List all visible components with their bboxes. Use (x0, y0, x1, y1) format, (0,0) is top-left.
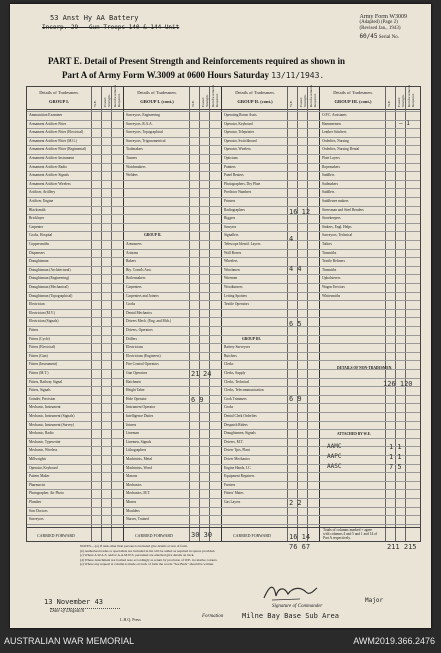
trade-label: Draughtsman (Topographical) (29, 293, 73, 298)
trade-label: Artificer, Artillery (29, 190, 56, 195)
row-line (27, 120, 420, 121)
col4-group: GROUP III. (cont.) (334, 99, 372, 104)
row-line (27, 472, 420, 473)
lhq-press: L.H.Q. Press (120, 617, 141, 622)
trade-label: Sinkers, Engl. Helps (322, 224, 352, 229)
trade-label: Armament Artificer Fitter (M.G.) (29, 138, 78, 143)
row-line (27, 145, 420, 146)
cf-value-2: 30 30 (191, 531, 213, 539)
posted-header-1: Posted Strength. (103, 94, 111, 107)
ws-header-2: W.E. (191, 100, 195, 107)
trade-label: Millwrights (29, 457, 46, 461)
value-ops: – 1 (399, 120, 410, 127)
trade-label: Orderlies, Nursing (322, 138, 349, 143)
attached-1-label: AAMC (327, 443, 342, 450)
trade-label: Woodturners (224, 285, 243, 289)
trade-label: Upholsterers (322, 276, 341, 281)
trade-label: Machinists, Metal (126, 457, 152, 461)
trade-label: Cook Trimmers (224, 396, 247, 401)
row-line (27, 154, 420, 155)
trade-label: Mechanic, Typewriter (29, 439, 61, 444)
trade-label: Carpenters and Joiners (126, 293, 159, 298)
row-line (27, 378, 420, 379)
trade-label: Textile Operators (224, 302, 249, 307)
row-line (27, 266, 420, 267)
trade-label: Electricians (126, 345, 143, 350)
unit-line-2: Incorp. 29 - Gun Troops 140 & 144 Unit (42, 24, 180, 31)
trade-label: Draughtsmen, Signals (224, 431, 256, 436)
row-line (27, 223, 420, 224)
trade-label: Armourers (126, 242, 142, 246)
trade-label: Plate Layers (322, 156, 340, 160)
form-ref-title: Army Form W3009 (359, 14, 407, 20)
reinf-header-4: Reinforcements Required. (407, 84, 415, 107)
row-line (27, 335, 420, 336)
row-line (27, 481, 420, 482)
trade-label: Opticians (224, 156, 238, 160)
trade-label: Draughtsman (29, 259, 49, 264)
ws-header-4: W.E. (387, 100, 391, 107)
trade-label: Bty. Comd's Asst. (126, 267, 152, 272)
trade-label: Saddlers (322, 173, 335, 178)
trade-label: Carpenters (126, 285, 142, 289)
form-title-line-2 (62, 70, 324, 80)
attached-label: ATTACHED BY W.E. (337, 432, 371, 436)
trade-label: Wall Borers (224, 250, 242, 255)
commander-rank: Major (365, 597, 384, 604)
trade-label: Letting Spotters (224, 293, 248, 298)
col3-group: GROUP II. (cont.) (237, 99, 273, 104)
formation-label: Formation (202, 614, 224, 619)
trade-label: Mechanic, Instrument (Survey) (29, 422, 75, 427)
trade-label: Artificer, Engine (29, 199, 54, 203)
trade-label: Mechanics (126, 482, 142, 487)
trade-label: Clerks (224, 362, 234, 367)
trade-label: Cooks, Hospital (29, 233, 53, 238)
trade-label: Clerks, Supply (224, 371, 246, 375)
trade-label: Surveyors, Technical (322, 233, 353, 238)
trade-label: Fitters (Electrical) (29, 345, 56, 350)
row-line (27, 360, 420, 361)
trade-label: Tinsmiths (322, 267, 337, 272)
dispatch-date-label: Date of Dispatch (50, 608, 120, 614)
value-radiographers: 4 (289, 235, 294, 243)
note-a: NOTES.—(a) If tank other than persons is included give details at rear of form. (80, 544, 188, 548)
trade-label: Wagon Erectors (322, 285, 345, 289)
trade-label: Saddlers (322, 190, 335, 195)
col2-header (127, 90, 187, 104)
trade-label: Hole Operator (126, 396, 147, 401)
trade-label: Operator, Keyboard (29, 465, 58, 470)
col1-header-label: Details of Tradesmen. (39, 90, 79, 95)
form-sheet (10, 4, 431, 628)
row-line (27, 386, 420, 387)
posted-header-4: Posted Strength. (397, 94, 405, 107)
trade-label: Welders (126, 173, 138, 178)
row-line (27, 206, 420, 207)
trade-label: Dispensers (29, 250, 45, 255)
archive-footer (0, 632, 441, 653)
trade-label: Mechanic, Instrument (29, 405, 61, 410)
value-clerks: 6 9 (289, 395, 302, 403)
trade-label: Watchmakers (126, 164, 146, 169)
trade-label: Dental Mechanics (126, 310, 153, 315)
trade-label: Pattern Maker (29, 474, 50, 479)
trade-label: Machinists, Wood (126, 465, 152, 470)
trade-label: Battery Surveyors (224, 345, 251, 350)
form-ref-sub: (Adapted) (Page 2) (359, 20, 398, 25)
trade-label: Drillers (126, 336, 137, 341)
trade-label: Photographers, Dry Plate (224, 181, 261, 186)
cf-label-2: CARRIED FORWARD (135, 533, 173, 538)
trade-label: Fitters (M.T.) (29, 371, 49, 375)
row-line (27, 343, 420, 344)
trade-label: Boilermakers (126, 276, 146, 281)
row-line (27, 231, 420, 232)
trade-label: Tinsmiths (322, 250, 337, 255)
row-line (27, 300, 420, 301)
trade-label: O.P.C. Assistants (322, 113, 347, 117)
trade-label: Butchers (224, 353, 237, 358)
trade-label: Blacksmith (29, 207, 46, 212)
col1-header (29, 90, 89, 104)
serial-label: Serial No. (378, 35, 400, 40)
trade-label: Turners (126, 156, 138, 160)
trade-label: Telescope Identif. Layers (224, 242, 261, 246)
form-ref-rev: (Revised Jan., 1943) (359, 26, 401, 31)
footer-right: AWM2019.366.2476 (353, 636, 435, 646)
trade-label: Hammermen (322, 121, 341, 126)
notes-block (80, 544, 420, 567)
trade-label: Electricians (Engineers) (126, 353, 161, 358)
trade-label: Draughtsman (Mechanical) (29, 285, 69, 289)
row-line (27, 446, 420, 447)
row-line (27, 395, 420, 396)
trade-label: Joiners (126, 422, 137, 427)
trade-label: Operator, Switchboard (224, 138, 257, 143)
trade-label: Carpenter (29, 224, 44, 229)
trade-label: Operator, Wireless (224, 147, 251, 152)
formation-value: Milne Bay Base Sub Area (242, 612, 339, 620)
reinf-header-1: Reinforcements Required. (113, 84, 121, 107)
row-line (27, 257, 420, 258)
totals-note: Totals of columns marked + agree with columns 4 and 5 and 1 and 14 of Part A respectively. (323, 528, 378, 540)
trade-label: Saddletree makers (322, 199, 349, 203)
form-reference (359, 14, 407, 41)
trade-label: Mechanic, Radio (29, 431, 54, 436)
trade-label: Electrician (Signals) (29, 319, 59, 324)
trade-label: Operating Room Assts. (224, 113, 258, 117)
trade-label: Surveyors, Trigonometrical (126, 138, 166, 143)
trade-label: Leather Stitchers (322, 130, 347, 135)
col4-header-label: Details of Tradesmen. (333, 90, 373, 95)
trade-label: Armament Artificer Fitter (Electrical) (29, 130, 84, 135)
trade-label: Panel Beaters (224, 173, 244, 178)
row-line (27, 274, 420, 275)
trade-label: Winchmen (224, 267, 240, 272)
trade-label: Instrument Operator (126, 405, 156, 410)
value-gas-layers: 16 14 (289, 533, 311, 541)
row-line (27, 292, 420, 293)
cf-label-3: CARRIED FORWARD (233, 533, 271, 538)
year-value: /1943. (295, 71, 325, 80)
trade-label: Bakers (126, 259, 136, 264)
ws-header-1: W.E. (93, 100, 97, 107)
trade-label: Equipment Repairers (224, 474, 255, 479)
dispatch-date-value: 13 November 43 (44, 598, 104, 606)
row-line (27, 180, 420, 181)
reinf-header-2: Reinforcements Required. (211, 84, 219, 107)
trade-label: Wheelers (224, 259, 238, 264)
title-text: Part A of Army Form W.3009 at 0600 Hours Saturday (62, 70, 269, 80)
trade-label: Fitters (Instrument) (29, 362, 58, 367)
row-line (27, 128, 420, 129)
row-line (27, 137, 420, 138)
trade-label: Operator, Keyboard (224, 121, 253, 126)
trade-label: Fire Control Operators (126, 362, 159, 367)
trade-label: Fitters (Cycle) (29, 336, 50, 341)
note-b: (b) Authorised trades or specialists not included in list will be added as required in spaces provided. (80, 548, 216, 553)
trade-label: Fitters' Mates (224, 491, 244, 496)
trade-label: Armament Artificer Signals (29, 173, 69, 178)
row-line (27, 455, 420, 456)
trade-label: Saw Doctors (29, 508, 48, 513)
row-line (27, 240, 420, 241)
trade-label: Sailmakers (322, 181, 338, 186)
trade-label: Nurses, Trained (126, 517, 149, 522)
trade-label: Surveyors, Topographical (126, 130, 164, 135)
col3-header (225, 90, 285, 104)
trade-label: Moulders (126, 508, 140, 513)
trade-label: Photographer, Air Photo (29, 491, 64, 496)
trade-label: Lithographers (126, 448, 147, 453)
trade-label: Fitters, Railway Signal (29, 379, 63, 384)
trade-label: Cooks (126, 302, 136, 307)
trade-label: Wiremen (224, 276, 238, 281)
row-line (27, 403, 420, 404)
row-line (27, 524, 420, 525)
row-line (27, 352, 420, 353)
trade-label: GROUP III. (242, 336, 261, 341)
value-fitters-mt: 21 (191, 370, 200, 378)
trade-label: Plumber (29, 500, 42, 504)
reinf-header-3: Reinforcements Required. (309, 84, 317, 107)
cf-value-3: 76 67 (289, 543, 311, 551)
value-non-tradesmen: 126 120 (383, 380, 413, 388)
trade-label: Despatch Riders (224, 422, 248, 427)
value-drivers-mt: 2 2 (289, 499, 302, 507)
row-line (27, 326, 420, 327)
row-line (27, 489, 420, 490)
header-divider (27, 109, 420, 110)
row-line (27, 438, 420, 439)
row-line (27, 515, 420, 516)
trade-label: Armament Artificer Radio (29, 164, 67, 169)
value-height-taker: 6 9 (191, 396, 204, 404)
trade-label: Gun Operators (126, 371, 148, 375)
trade-label: Riggers (224, 216, 236, 221)
col3-header-label: Details of Tradesmen. (235, 90, 275, 95)
value-fitters-mt-b: 24 (203, 370, 212, 378)
attached-3-value: 7 5 (389, 463, 402, 471)
trade-label: Radiographers (224, 207, 245, 212)
trade-label: Fitters (29, 328, 39, 332)
trade-label: Drivers, M.T. (224, 439, 244, 444)
trade-label: Lineman (126, 431, 139, 436)
trade-label: Masons (126, 474, 138, 479)
trade-label: Ropemakers (322, 164, 340, 169)
trade-label: Storekeepers (322, 216, 341, 221)
note-d: (d) Where detachment not formed note accordingly as return by provision of W.E. in relative colours. (80, 557, 218, 562)
posted-header-2: Posted Strength. (201, 94, 209, 107)
trade-label: Pharmacist (29, 482, 45, 487)
trade-label: Coppersmiths (29, 242, 49, 246)
note-e: (e) Where any request at column is made on back of form the words "See Back" should be written. (80, 562, 214, 567)
trade-label: Fitters (Gun) (29, 353, 48, 358)
trade-label: Armament Artificer Instrument (29, 156, 74, 160)
row-line (27, 429, 420, 430)
trade-label: Engine Hands, I.C. (224, 465, 252, 470)
col4-header (323, 90, 383, 104)
trade-label: Surveyors, Engineering (126, 113, 160, 117)
row-line (27, 498, 420, 499)
col2-header-label: Details of Tradesmen. (137, 90, 177, 95)
trade-label: Mechanic, Wireless (29, 448, 58, 453)
attached-1-value: 1 1 (389, 443, 402, 451)
attached-3-label: AASC (327, 463, 342, 470)
row-line (27, 283, 420, 284)
trade-label: Armament Artificer Wireless (29, 181, 71, 186)
trade-label: Linemen, Signals (126, 439, 152, 444)
row-line (27, 249, 420, 250)
ws-header-3: W.E. (289, 100, 293, 107)
trade-label: Fitters, Signals (29, 388, 51, 393)
serial-value: 60/45 (359, 33, 378, 40)
trade-label: Mechanic, Instrument (Signals) (29, 414, 75, 418)
trade-label: Gas Layers (224, 500, 241, 504)
trade-label: Mechanics, M.T. (126, 491, 151, 496)
trade-label: Clerks, Telecommunication (224, 388, 264, 393)
trade-label: Intelligence Duties (126, 414, 154, 418)
trade-label: Steersman and Steel Benders (322, 207, 364, 212)
trade-label: Clerks, Technical (224, 379, 250, 384)
value-letting: 6 5 (289, 320, 302, 328)
row-line (27, 214, 420, 215)
attached-2-label: AAPC (327, 453, 342, 460)
row-line (27, 507, 420, 508)
value-wiremen: 4 4 (289, 265, 302, 273)
row-line (27, 163, 420, 164)
cf-value-4: 211 215 (387, 543, 417, 551)
trade-label: GROUP II. (144, 233, 162, 238)
trade-label: Electrician (29, 302, 45, 307)
row-line (27, 111, 420, 112)
cf-label-1: CARRIED FORWARD (37, 533, 75, 538)
form-title-line-1: PART E. Detail of Present Strength and Reinforcements required as shown in (48, 56, 346, 66)
trade-label: Predictor Numbers (224, 190, 252, 195)
trade-label: Dental Clerk Orderlies (224, 414, 257, 418)
trade-label: Toolmakers (126, 147, 143, 152)
trade-label: Sawyers (224, 224, 237, 229)
row-line (27, 317, 420, 318)
trade-label: Bricklayer (29, 216, 45, 221)
trade-label: Driver Mechanics (224, 457, 250, 461)
commander-signature (260, 582, 320, 604)
note-c: (c) Where A.W.A.S. and/or A.A.M.W.S. personnel are attached give details on back. (80, 553, 195, 558)
trade-label: Signallers (224, 233, 239, 238)
row-line (27, 421, 420, 422)
trade-label: Operator, Teleprinter (224, 130, 255, 135)
row-line (27, 171, 420, 172)
posted-header-3: Posted Strength. (299, 94, 307, 107)
trade-label: Painters (224, 164, 236, 169)
trade-label: Whitesmiths (322, 293, 341, 298)
trade-label: Draughtsman (Engineering) (29, 276, 70, 281)
trade-label: Drivers Mech. (Eng. and Mch.) (126, 319, 172, 324)
attached-2-value: 1 1 (389, 453, 402, 461)
unit-line-1: 53 Anst Hy AA Battery (50, 14, 139, 22)
non-tradesmen-label: DETAILS OF NON-TRADESMEN. (337, 366, 393, 370)
trade-label: Farriers (224, 482, 236, 487)
trade-label: Miners (126, 500, 137, 504)
trade-label: Tailors (322, 242, 332, 246)
trade-label: Artisans (126, 250, 138, 255)
trade-label: Drivers, Operators (126, 328, 153, 332)
col2-group: GROUP I. (cont.) (140, 99, 174, 104)
trade-label: Hatchmen (126, 379, 141, 384)
trade-label: Armament Artificer Fitter (29, 121, 67, 126)
trade-label: Orderlies, Nursing Dental (322, 147, 360, 152)
footer-left: AUSTRALIAN WAR MEMORIAL (4, 636, 135, 646)
trade-label: Height Taker (126, 388, 145, 393)
row-line (27, 188, 420, 189)
row-line (27, 309, 420, 310)
signature-label: Signature of Commander (272, 604, 323, 609)
trade-label: Surveyors (29, 517, 44, 522)
row-line (27, 464, 420, 465)
trade-label: Grinder, Precision (29, 396, 56, 401)
trade-label: Driver Tpts, Plant (224, 448, 250, 453)
row-line (27, 197, 420, 198)
trade-label: Printers (224, 199, 236, 203)
date-value: 13/11 (271, 71, 296, 80)
trade-label: Cooks (224, 405, 234, 410)
trade-label: Ammunition Examiner (29, 113, 63, 117)
col1-group: GROUP I. (48, 99, 69, 104)
trade-label: Textile Refiners (322, 259, 345, 264)
trade-label: Surveyors, R.A.A. (126, 121, 153, 126)
trade-label: Electrician (M.V.) (29, 310, 55, 315)
row-line (27, 412, 420, 413)
trade-label: Draughtsman (Architectural) (29, 267, 71, 272)
value-predictor: 16 12 (289, 208, 311, 216)
trade-label: Armament Artificer Fitter (Regimental) (29, 147, 86, 152)
